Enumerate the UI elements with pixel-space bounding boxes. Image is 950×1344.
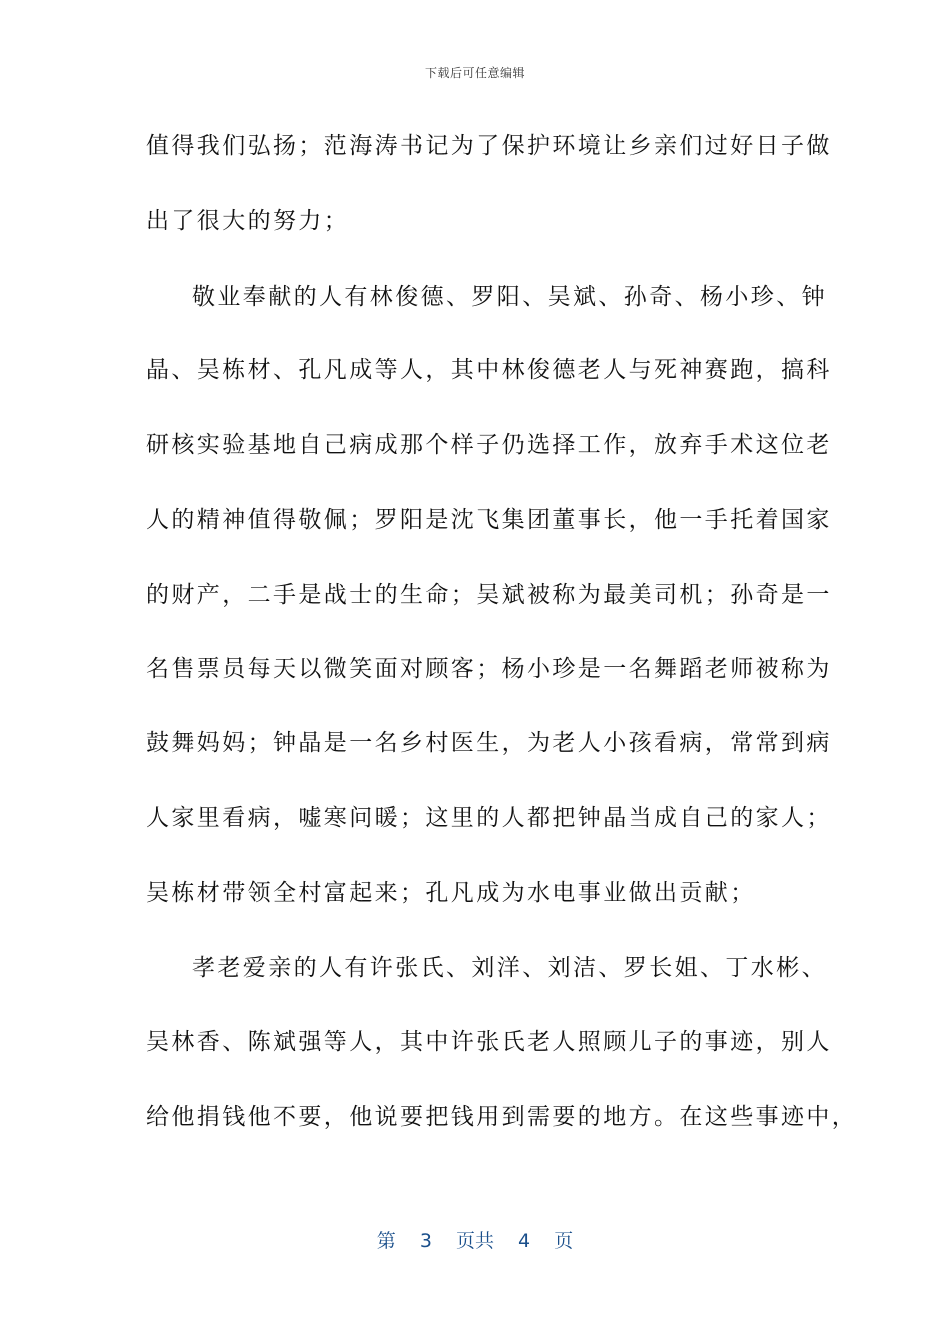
page-label-suffix: 页	[554, 1230, 574, 1252]
page-footer	[0, 1226, 950, 1253]
text-line: 研核实验基地自己病成那个样子仍选择工作，放弃手术这位老	[146, 432, 832, 458]
page-label-mid: 页共	[455, 1230, 494, 1252]
header-note: 下载后可任意编辑	[424, 66, 525, 80]
page-label-prefix: 第	[376, 1230, 396, 1252]
text-line: 晶、吴栋材、孔凡成等人，其中林俊德老人与死神赛跑，搞科	[146, 357, 832, 383]
paragraph-start-line: 孝老爱亲的人有许张氏、刘洋、刘洁、罗长姐、丁水彬、	[192, 955, 827, 981]
text-line: 的财产，二手是战士的生命；吴斌被称为最美司机；孙奇是一	[146, 582, 832, 608]
paragraph-start-line: 敬业奉献的人有林俊德、罗阳、吴斌、孙奇、杨小珍、钟	[192, 284, 827, 310]
total-pages-number: 4	[518, 1230, 531, 1252]
text-line: 人家里看病，嘘寒问暖；这里的人都把钟晶当成自己的家人；	[146, 805, 832, 831]
text-line: 名售票员每天以微笑面对顾客；杨小珍是一名舞蹈老师被称为	[146, 656, 832, 682]
text-line: 出了很大的努力；	[146, 208, 350, 234]
text-line: 吴林香、陈斌强等人，其中许张氏老人照顾儿子的事迹，别人	[146, 1029, 832, 1055]
current-page-number: 3	[419, 1230, 432, 1252]
text-line: 吴栋材带领全村富起来；孔凡成为水电事业做出贡献；	[146, 880, 756, 906]
text-line: 给他捐钱他不要，他说要把钱用到需要的地方。在这些事迹中，	[146, 1104, 858, 1130]
text-line: 鼓舞妈妈；钟晶是一名乡村医生，为老人小孩看病，常常到病	[146, 730, 832, 756]
text-line: 人的精神值得敬佩；罗阳是沈飞集团董事长，他一手托着国家	[146, 507, 832, 533]
text-line: 值得我们弘扬；范海涛书记为了保护环境让乡亲们过好日子做	[146, 133, 832, 159]
